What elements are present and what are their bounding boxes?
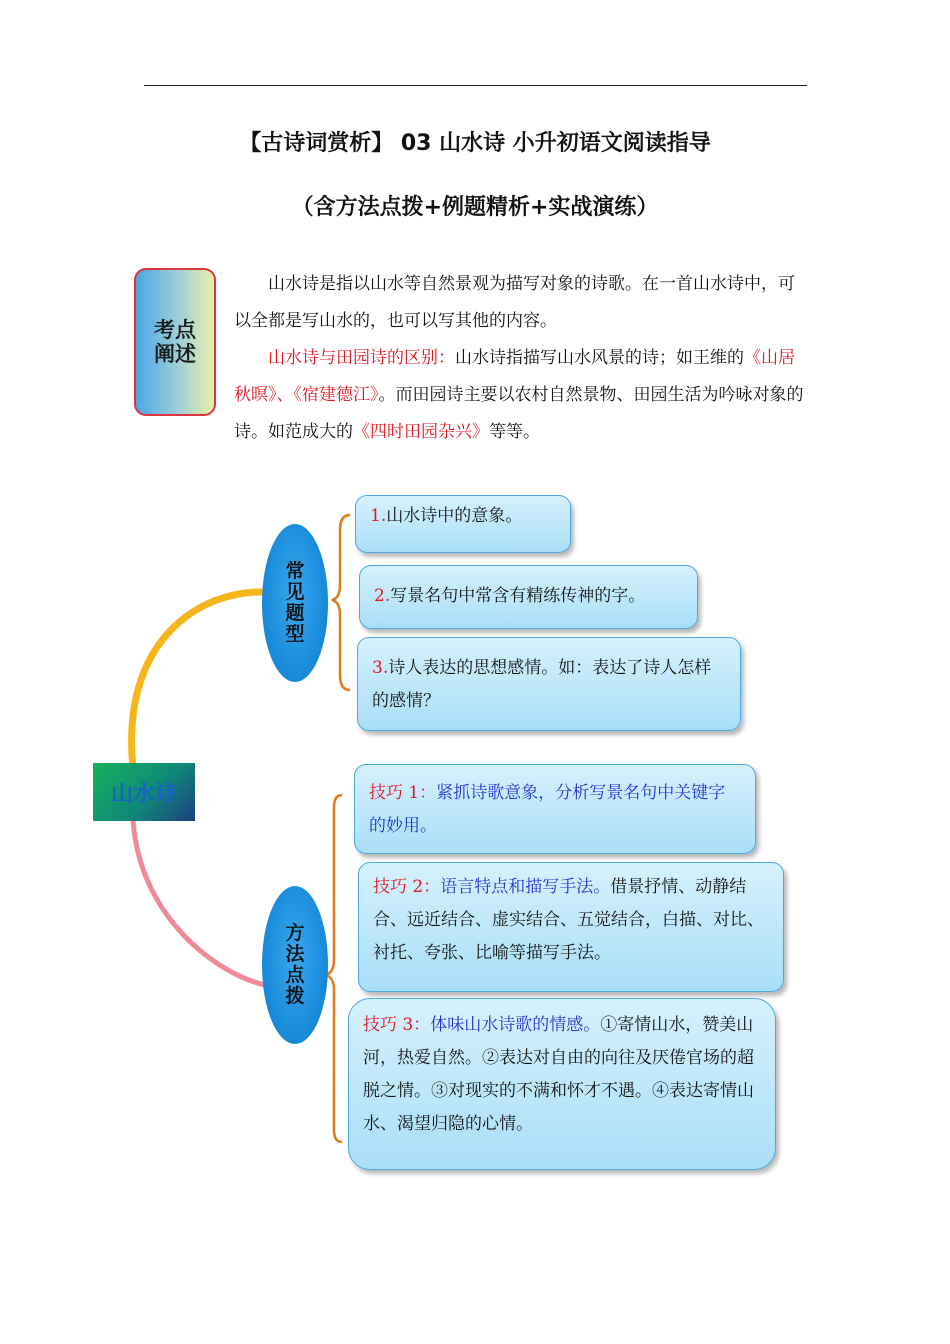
page-subtitle: （含方法点拨+例题精析+实战演练） [291, 195, 659, 220]
badge-label: 考点 阐述 [154, 318, 196, 366]
intro-paragraph-1: 山水诗是指以山水等自然景观为描写对象的诗歌。在一首山水诗中，可以全都是写山水的，也可以写其他的内容。 [234, 274, 795, 331]
type-item-2: 2.写景名句中常含有精练传神的字。 [359, 565, 698, 629]
page-title: 【古诗词赏析】 03 山水诗 小升初语文阅读指导 [239, 131, 711, 156]
type-item-1: 1.山水诗中的意象。 [355, 495, 571, 553]
intro-paragraph-2: 山水诗与田园诗的区别：山水诗指描写山水风景的诗；如王维的《山居秋暝》、《宿建德江》。而田园诗主要以农村自然景物、田园生活为吟咏对象的诗。如范成大的《四时田园杂兴》等等。 [234, 348, 804, 442]
tip-item-1: 技巧 1：紧抓诗歌意象，分析写景名句中关键字的妙用。 [354, 764, 756, 854]
branch-methods-label: 方 法 点 拨 [285, 922, 305, 1007]
bracket-2 [326, 795, 342, 1142]
root-label: 山水诗 [110, 781, 177, 807]
type-item-3: 3.诗人表达的思想感情。如：表达了诗人怎样的感情？ [357, 637, 741, 731]
tip-item-2: 技巧 2：语言特点和描写手法。借景抒情、动静结合、远近结合、虚实结合、五觉结合，白描、对比、衬托、夸张、比喻等描写手法。 [358, 862, 784, 992]
branch1-connector [132, 592, 265, 768]
branch-methods [262, 886, 328, 1044]
branch2-connector [133, 820, 265, 985]
bracket-1 [332, 515, 350, 690]
branch-common-types-label: 常 见 题 型 [285, 560, 305, 645]
branch-common-types [262, 524, 328, 682]
tip-item-3: 技巧 3：体味山水诗歌的情感。①寄情山水，赞美山河，热爱自然。②表达对自由的向往及厌倦官场的超脱之情。③对现实的不满和怀才不遇。④表达寄情山水、渴望归隐的心情。 [348, 998, 776, 1170]
mindmap-root [93, 763, 195, 821]
